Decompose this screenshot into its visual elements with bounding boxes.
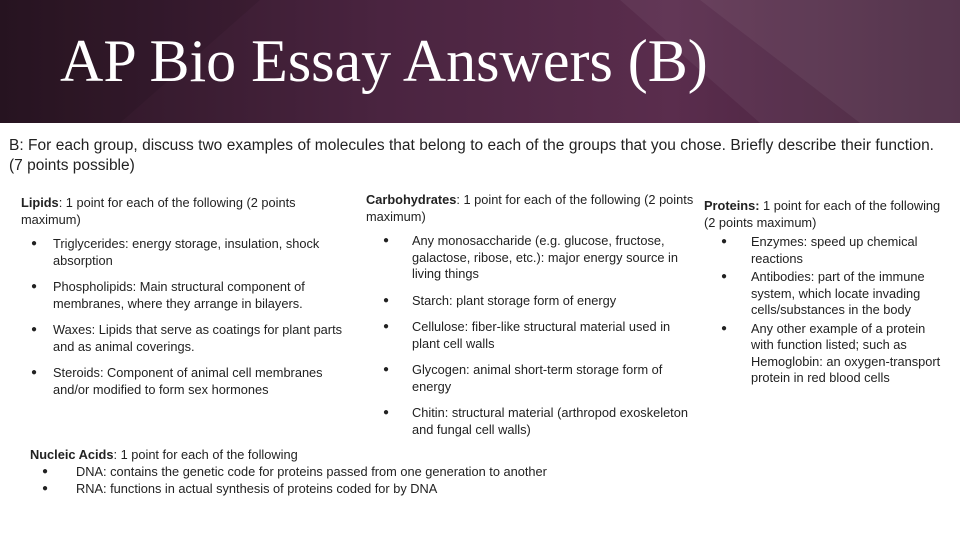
bullet-icon: ● bbox=[31, 367, 38, 378]
proteins-heading bbox=[704, 198, 949, 231]
nucleic-acids-heading bbox=[30, 446, 910, 463]
slide-title: AP Bio Essay Answers (B) bbox=[60, 28, 708, 94]
proteins-list bbox=[704, 234, 949, 387]
list-item-text: Waxes: Lipids that serve as coatings for plant parts and as animal coverings. bbox=[53, 322, 343, 354]
lipids-heading bbox=[21, 195, 343, 228]
bullet-icon: ● bbox=[721, 322, 728, 334]
list-item-text: Enzymes: speed up chemical reactions bbox=[751, 234, 918, 266]
list-item-text: Steroids: Component of animal cell membranes and/or modified to form sex hormones bbox=[53, 365, 323, 397]
list-item bbox=[366, 362, 694, 395]
list-item bbox=[21, 365, 343, 398]
bullet-icon: ● bbox=[383, 364, 390, 375]
nucleic-acids-section bbox=[30, 446, 910, 497]
list-item bbox=[366, 319, 694, 352]
list-item-text: Phospholipids: Main structural component of membranes, where they arrange in bilayers. bbox=[53, 279, 305, 311]
nucleic-acids-list bbox=[30, 463, 910, 497]
bullet-icon: ● bbox=[721, 236, 728, 247]
bullet-icon: ● bbox=[42, 483, 49, 494]
list-item-text: Chitin: structural material (arthropod exoskeleton and fungal cell walls) bbox=[412, 405, 688, 437]
lipids-criteria: : 1 point for each of the following (2 points maximum) bbox=[21, 195, 296, 227]
proteins-label: Proteins: bbox=[704, 198, 760, 213]
proteins-criteria: 1 point for each of the following (2 points maximum) bbox=[704, 198, 941, 230]
list-item bbox=[704, 269, 949, 319]
list-item bbox=[704, 321, 949, 387]
intro-text: B: For each group, discuss two examples of molecules that belong to each of the groups that you chose. Briefly describe their function. (7 points possible) bbox=[9, 137, 934, 174]
lipids-section bbox=[21, 195, 343, 408]
carbohydrates-section bbox=[366, 192, 694, 448]
nucleic-acids-label: Nucleic Acids bbox=[30, 447, 114, 462]
bullet-icon: ● bbox=[383, 294, 390, 306]
list-item bbox=[30, 480, 910, 497]
list-item bbox=[21, 236, 343, 269]
list-item-text: RNA: functions in actual synthesis of proteins coded for by DNA bbox=[76, 481, 438, 496]
carbohydrates-criteria: : 1 point for each of the following (2 points maximum) bbox=[366, 192, 694, 224]
carbohydrates-list bbox=[366, 233, 694, 438]
list-item bbox=[366, 293, 694, 310]
list-item-text: Any monosaccharide (e.g. glucose, fructose, galactose, ribose, etc.): major energy source in living things bbox=[412, 233, 679, 281]
carbohydrates-label: Carbohydrates bbox=[366, 192, 457, 207]
lipids-label: Lipids bbox=[21, 195, 59, 210]
lipids-list bbox=[21, 236, 343, 398]
bullet-icon: ● bbox=[383, 321, 390, 332]
list-item-text: Starch: plant storage form of energy bbox=[412, 292, 617, 308]
bullet-icon: ● bbox=[383, 407, 390, 418]
list-item-text: DNA: contains the genetic code for proteins passed from one generation to another bbox=[76, 464, 547, 479]
list-item bbox=[366, 405, 694, 438]
bullet-icon: ● bbox=[721, 271, 728, 282]
bullet-icon: ● bbox=[31, 324, 38, 335]
list-item-text: Any other example of a protein with function listed; such as Hemoglobin: an oxygen-transport protein in red blood cells bbox=[751, 320, 941, 385]
list-item bbox=[366, 233, 694, 283]
list-item bbox=[21, 322, 343, 355]
nucleic-acids-criteria: : 1 point for each of the following bbox=[113, 447, 298, 462]
bullet-icon: ● bbox=[42, 466, 49, 477]
bullet-icon: ● bbox=[31, 238, 38, 249]
carbohydrates-heading bbox=[366, 192, 694, 225]
list-item bbox=[30, 463, 910, 480]
title-banner bbox=[0, 0, 960, 123]
list-item-text: Antibodies: part of the immune system, which locate invading cells/substances in the body bbox=[751, 269, 925, 317]
list-item-text: Triglycerides: energy storage, insulation, shock absorption bbox=[53, 236, 320, 268]
list-item-text: Cellulose: fiber-like structural material used in plant cell walls bbox=[412, 319, 671, 351]
proteins-section bbox=[704, 198, 949, 389]
list-item-text: Glycogen: animal short-term storage form of energy bbox=[412, 362, 663, 394]
bullet-icon: ● bbox=[31, 281, 38, 292]
bullet-icon: ● bbox=[383, 235, 390, 246]
list-item bbox=[704, 234, 949, 267]
list-item bbox=[21, 279, 343, 312]
